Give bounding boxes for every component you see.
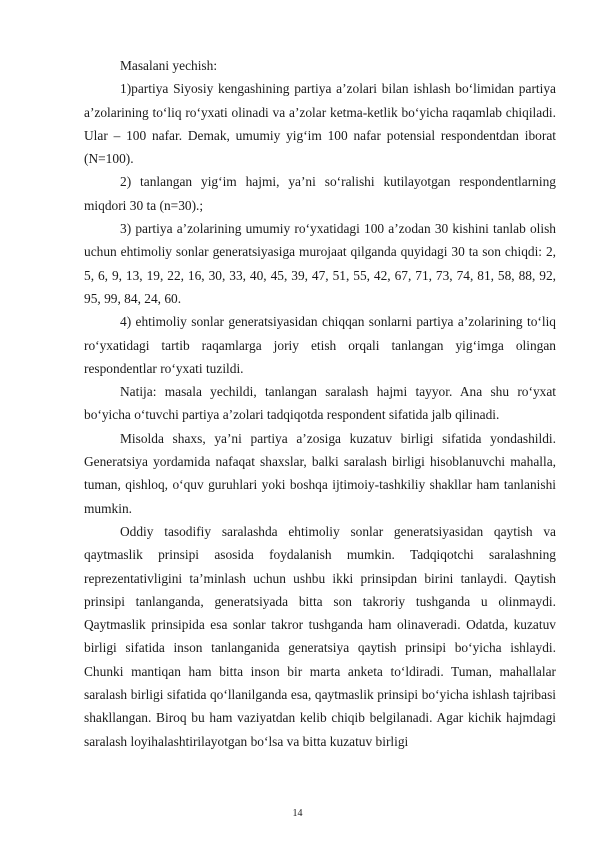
document-body [84, 54, 556, 753]
paragraph-principles: Oddiy tasodifiy saralashda ehtimoliy sonlar generatsiyasidan qaytish va qaytmaslik prinsipi asosida foydalanish mumkin. Tadqiqotchi saralashning reprezentativligini ta’minlash uchun ushbu ikki prinsipdan birini tanlaydi. Qaytish prinsipi tanlanganda, generatsiyada bitta son takroriy tushganda u olinmaydi. Qaytmaslik prinsipida esa sonlar takror tushganda ham olinaveradi. Odatda, kuzatuv birligi sifatida inson tanlanganida generatsiya qaytish prinsipi bo‘yicha ishlaydi. Chunki mantiqan ham bitta inson bir marta anketa to‘ldiradi. Tuman, mahallalar saralash birligi sifatida qo‘llanilganda esa, qaytmaslik prinsipi bo‘yicha ishlash tajribasi shakllangan. Biroq bu ham vaziyatdan kelib chiqib belgilanadi. Agar kichik hajmdagi saralash loyihalashtirilayotgan bo‘lsa va bitta kuzatuv birligi [84, 523, 556, 749]
section-heading: Masalani yechish: [120, 58, 218, 73]
paragraph-step-1: 1)partiya Siyosiy kengashining partiya a’zolari bilan ishlash bo‘limidan partiya a’zolarining to‘liq ro‘yxati olinadi va a’zolar ketma-ketlik bo‘yicha raqamlab chiqiladi. Ular – 100 nafar. Demak, umumiy yig‘im 100 nafar potensial respondentdan iborat (N=100). [84, 81, 556, 167]
paragraph-result: Natija: masala yechildi, tanlangan saralash hajmi tayyor. Ana shu ro‘yxat bo‘yicha o‘tuvchi partiya a’zolari tadqiqotda respondent sifatida jalb qilinadi. [84, 384, 556, 423]
paragraph-step-2: 2) tanlangan yig‘im hajmi, ya’ni so‘ralishi kutilayotgan respondentlarning miqdori 30 ta (n=30).; [84, 174, 556, 213]
paragraph-example: Misolda shaxs, ya’ni partiya a’zosiga kuzatuv birligi sifatida yondashildi. Generatsiya yordamida nafaqat shaxslar, balki saralash birligi hisoblanuvchi mahalla, tuman, qishloq, o‘quv guruhlari yoki boshqa ijtimoiy-tashkiliy shakllar ham tanlanishi mumkin. [84, 430, 556, 516]
page-number: 14 [292, 808, 303, 819]
paragraph-step-3: 3) partiya a’zolarining umumiy ro‘yxatidagi 100 a’zodan 30 kishini tanlab olish uchun ehtimoliy sonlar generatsiyasiga murojaat qilganda quyidagi 30 ta son chiqdi: 2, 5, 6, 9, 13, 19, 22, 16, 30, 33, 40, 45, 39, 47, 51, 55, 42, 67, 71, 73, 74, 81, 58, 88, 92, 95, 99, 84, 24, 60. [84, 221, 556, 306]
paragraph-step-4: 4) ehtimoliy sonlar generatsiyasidan chiqqan sonlarni partiya a’zolarining to‘liq ro‘yxatidagi tartib raqamlarga joriy etish orqali tanlangan yig‘imga olingan respondentlar ro‘yxati tuzildi. [84, 314, 556, 376]
